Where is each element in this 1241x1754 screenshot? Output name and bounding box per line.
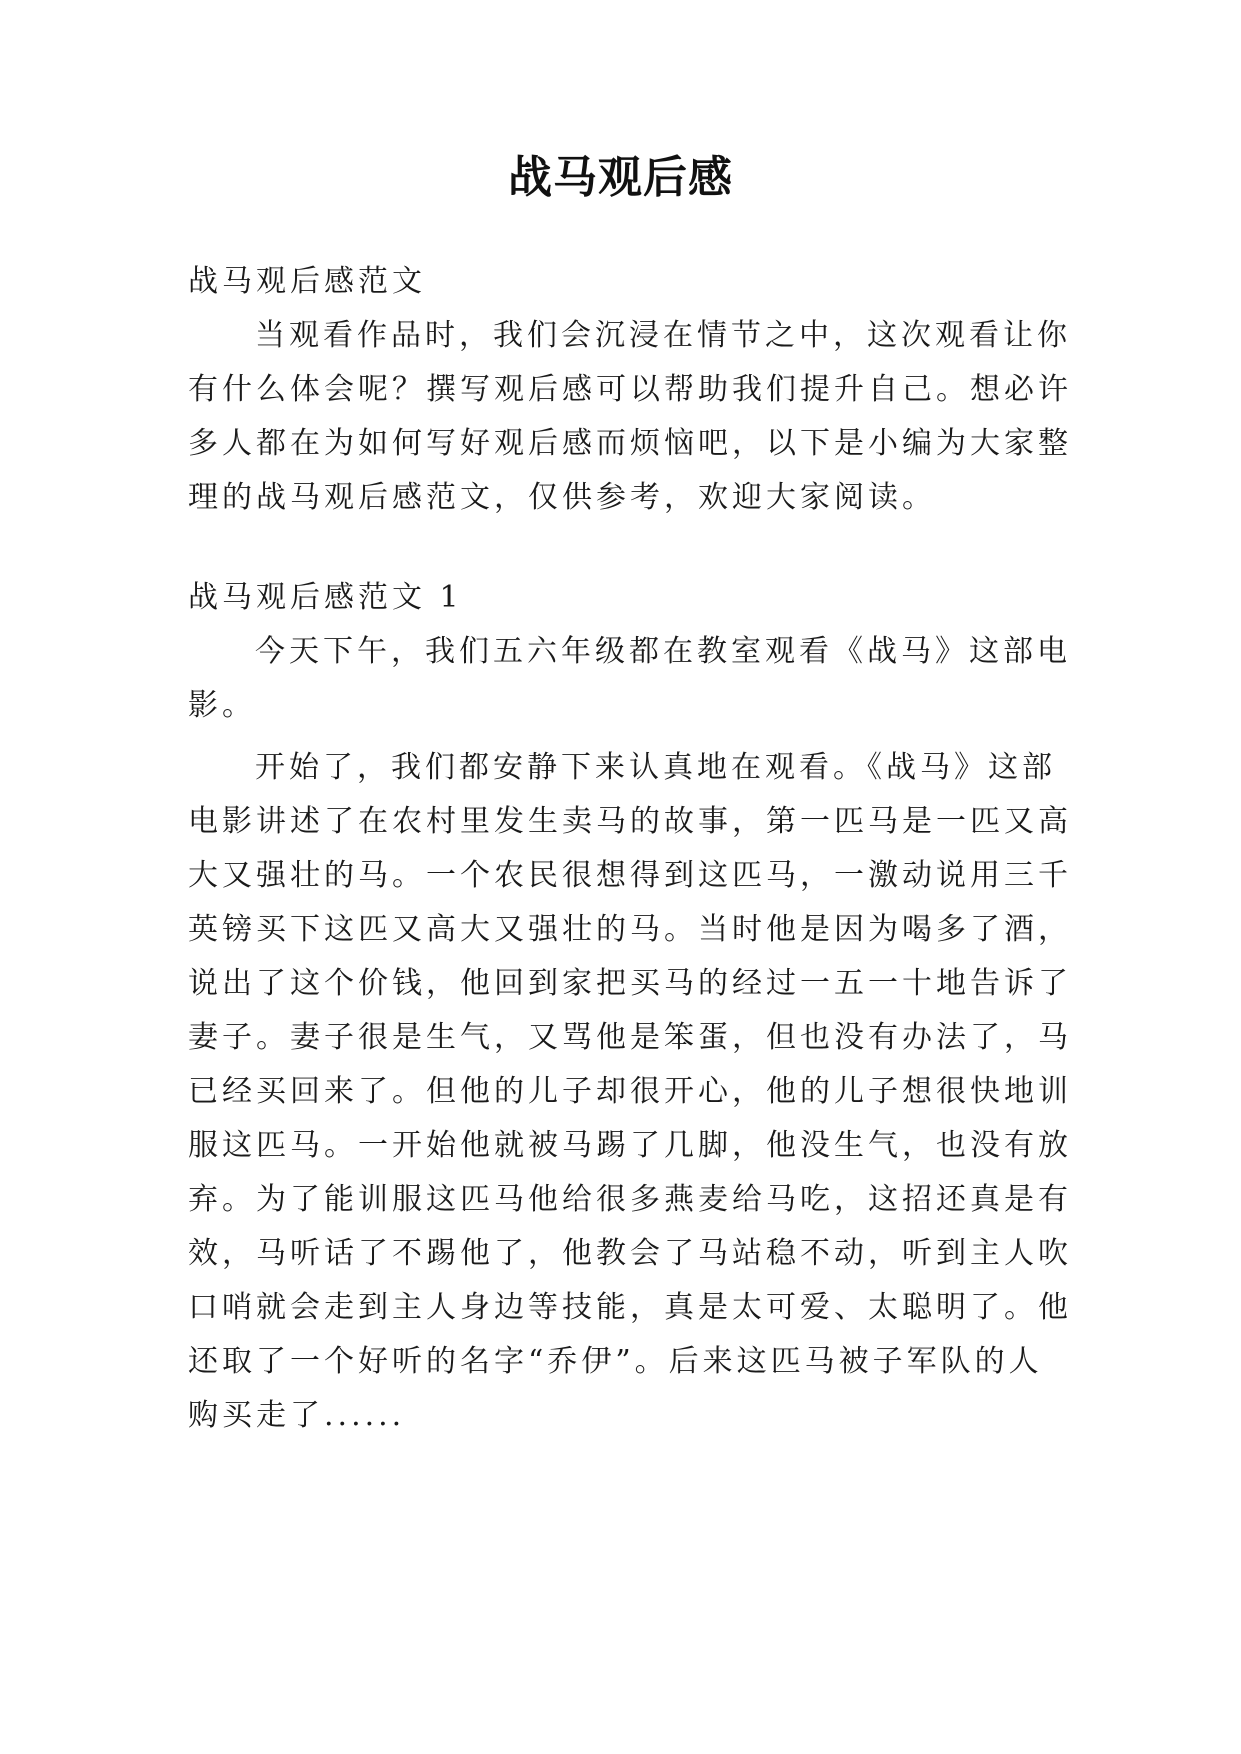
section-heading: 战马观后感范文 bbox=[188, 264, 426, 299]
paragraph-line: 英镑买下这匹又高大又强壮的马。当时他是因为喝多了酒， bbox=[188, 912, 1072, 947]
paragraph-line: 开始了，我们都安静下来认真地在观看。《战马》这部 bbox=[255, 750, 1056, 785]
paragraph-line: 当观看作品时，我们会沉浸在情节之中，这次观看让你 bbox=[255, 318, 1071, 353]
paragraph-line: 已经买回来了。但他的儿子却很开心，他的儿子想很快地训 bbox=[188, 1074, 1072, 1109]
paragraph-line: 有什么体会呢？撰写观后感可以帮助我们提升自己。想必许 bbox=[188, 372, 1072, 407]
paragraph-line: 效，马听话了不踢他了，他教会了马站稳不动，听到主人吹 bbox=[188, 1236, 1072, 1271]
paragraph-line: 影。 bbox=[188, 688, 256, 723]
paragraph-line: 多人都在为如何写好观后感而烦恼吧，以下是小编为大家整 bbox=[188, 426, 1072, 461]
paragraph-line: 大又强壮的马。一个农民很想得到这匹马，一激动说用三千 bbox=[188, 858, 1072, 893]
paragraph-line: 还取了一个好听的名字“乔伊”。后来这匹马被子军队的人 bbox=[188, 1344, 1043, 1379]
paragraph-line: 口哨就会走到主人身边等技能，真是太可爱、太聪明了。他 bbox=[188, 1290, 1072, 1325]
document-title: 战马观后感 bbox=[508, 152, 733, 203]
paragraph-line: 说出了这个价钱，他回到家把买马的经过一五一十地告诉了 bbox=[188, 966, 1072, 1001]
paragraph-line: 服这匹马。一开始他就被马踢了几脚，他没生气，也没有放 bbox=[188, 1128, 1072, 1163]
paragraph-line: 妻子。妻子很是生气，又骂他是笨蛋，但也没有办法了，马 bbox=[188, 1020, 1072, 1055]
paragraph-line: 今天下午，我们五六年级都在教室观看《战马》这部电 bbox=[255, 634, 1071, 669]
section-heading: 战马观后感范文 1 bbox=[188, 580, 463, 615]
paragraph-line: 购买走了...... bbox=[188, 1398, 406, 1433]
paragraph-line: 电影讲述了在农村里发生卖马的故事，第一匹马是一匹又高 bbox=[188, 804, 1072, 839]
paragraph-line: 理的战马观后感范文，仅供参考，欢迎大家阅读。 bbox=[188, 480, 936, 515]
paragraph-line: 弃。为了能训服这匹马他给很多燕麦给马吃，这招还真是有 bbox=[188, 1182, 1072, 1217]
